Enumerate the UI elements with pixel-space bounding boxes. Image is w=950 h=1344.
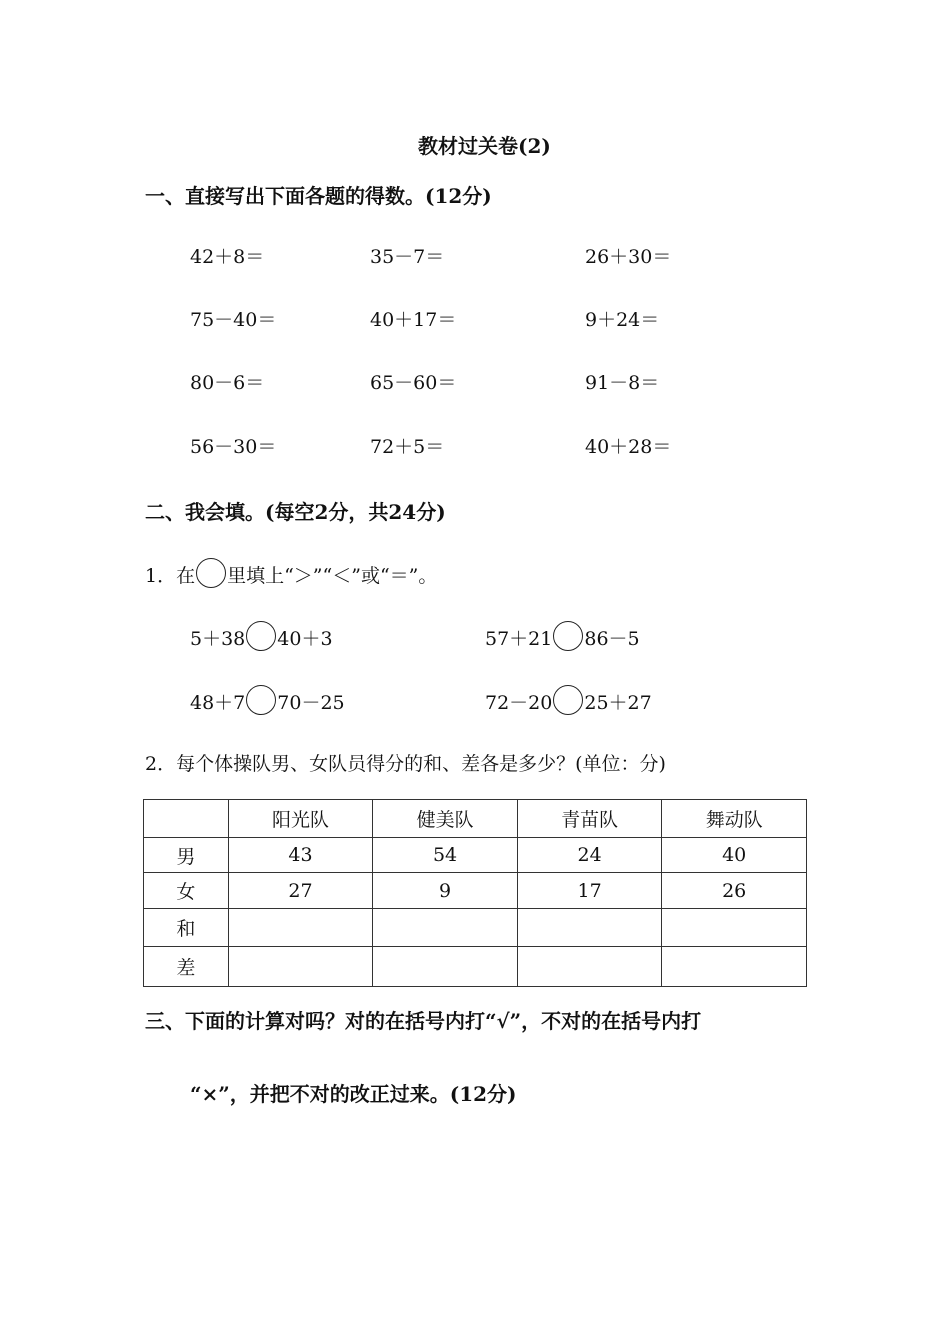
compare-item (485, 621, 640, 651)
table-cell: 24 (517, 838, 662, 873)
section3-heading-line1: 三、下面的计算对吗？对的在括号内打“√”，不对的在括号内打 (145, 1009, 702, 1033)
arith-item: 91－8＝ (585, 372, 660, 394)
answer-cell[interactable] (373, 909, 518, 947)
table-cell: 27 (228, 873, 373, 909)
answer-cell[interactable] (662, 909, 807, 947)
arith-item: 56－30＝ (190, 436, 277, 458)
answer-cell[interactable] (662, 947, 807, 987)
table-header-row (144, 800, 807, 838)
table-header-cell: 阳光队 (228, 800, 373, 838)
table-cell: 26 (662, 873, 807, 909)
answer-cell[interactable] (373, 947, 518, 987)
table-cell: 9 (373, 873, 518, 909)
arith-item: 75－40＝ (190, 309, 277, 331)
score-table (143, 799, 807, 987)
table-row (144, 873, 807, 909)
answer-cell[interactable] (517, 909, 662, 947)
arith-item: 80－6＝ (190, 372, 265, 394)
compare-item (190, 621, 333, 651)
page-title: 教材过关卷(2) (418, 134, 551, 158)
answer-cell[interactable] (228, 909, 373, 947)
table-row-label: 差 (144, 947, 229, 987)
compare-left: 72－20 (485, 692, 553, 714)
table-row (144, 909, 807, 947)
compare-circle[interactable] (246, 685, 276, 715)
table-cell: 43 (228, 838, 373, 873)
arith-item: 35－7＝ (370, 246, 445, 268)
compare-circle[interactable] (553, 685, 583, 715)
table-header-cell: 健美队 (373, 800, 518, 838)
compare-item (485, 685, 652, 715)
compare-item (190, 685, 345, 715)
compare-circle[interactable] (246, 621, 276, 651)
question-1-prefix: 1．在 (145, 565, 196, 587)
table-cell: 17 (517, 873, 662, 909)
table-row (144, 838, 807, 873)
table-header-cell (144, 800, 229, 838)
arith-item: 65－60＝ (370, 372, 457, 394)
arith-item: 42＋8＝ (190, 246, 265, 268)
question-2: 2．每个体操队男、女队员得分的和、差各是多少？(单位：分) (145, 753, 666, 775)
answer-cell[interactable] (517, 947, 662, 987)
compare-right: 70－25 (277, 692, 345, 714)
table-cell: 40 (662, 838, 807, 873)
question-1-suffix: 里填上“＞”“＜”或“＝”。 (227, 565, 438, 587)
table-header-cell: 青苗队 (517, 800, 662, 838)
arith-item: 40＋17＝ (370, 309, 457, 331)
section2-heading: 二、我会填。(每空2分，共24分) (145, 500, 446, 524)
compare-left: 48＋7 (190, 692, 246, 714)
compare-right: 25＋27 (584, 692, 652, 714)
table-header-cell: 舞动队 (662, 800, 807, 838)
arith-item: 72＋5＝ (370, 436, 445, 458)
table-row-label: 女 (144, 873, 229, 909)
table-cell: 54 (373, 838, 518, 873)
arith-item: 26＋30＝ (585, 246, 672, 268)
compare-left: 5＋38 (190, 628, 246, 650)
section3-heading-line2: “×”，并把不对的改正过来。(12分) (190, 1082, 517, 1106)
section1-heading: 一、直接写出下面各题的得数。(12分) (145, 184, 492, 208)
question-1 (145, 558, 437, 588)
table-row-label: 男 (144, 838, 229, 873)
blank-circle[interactable] (196, 558, 226, 588)
answer-cell[interactable] (228, 947, 373, 987)
compare-left: 57＋21 (485, 628, 553, 650)
arith-item: 40＋28＝ (585, 436, 672, 458)
compare-right: 86－5 (584, 628, 640, 650)
arith-item: 9＋24＝ (585, 309, 660, 331)
table-row-label: 和 (144, 909, 229, 947)
compare-circle[interactable] (553, 621, 583, 651)
table-row (144, 947, 807, 987)
compare-right: 40＋3 (277, 628, 333, 650)
